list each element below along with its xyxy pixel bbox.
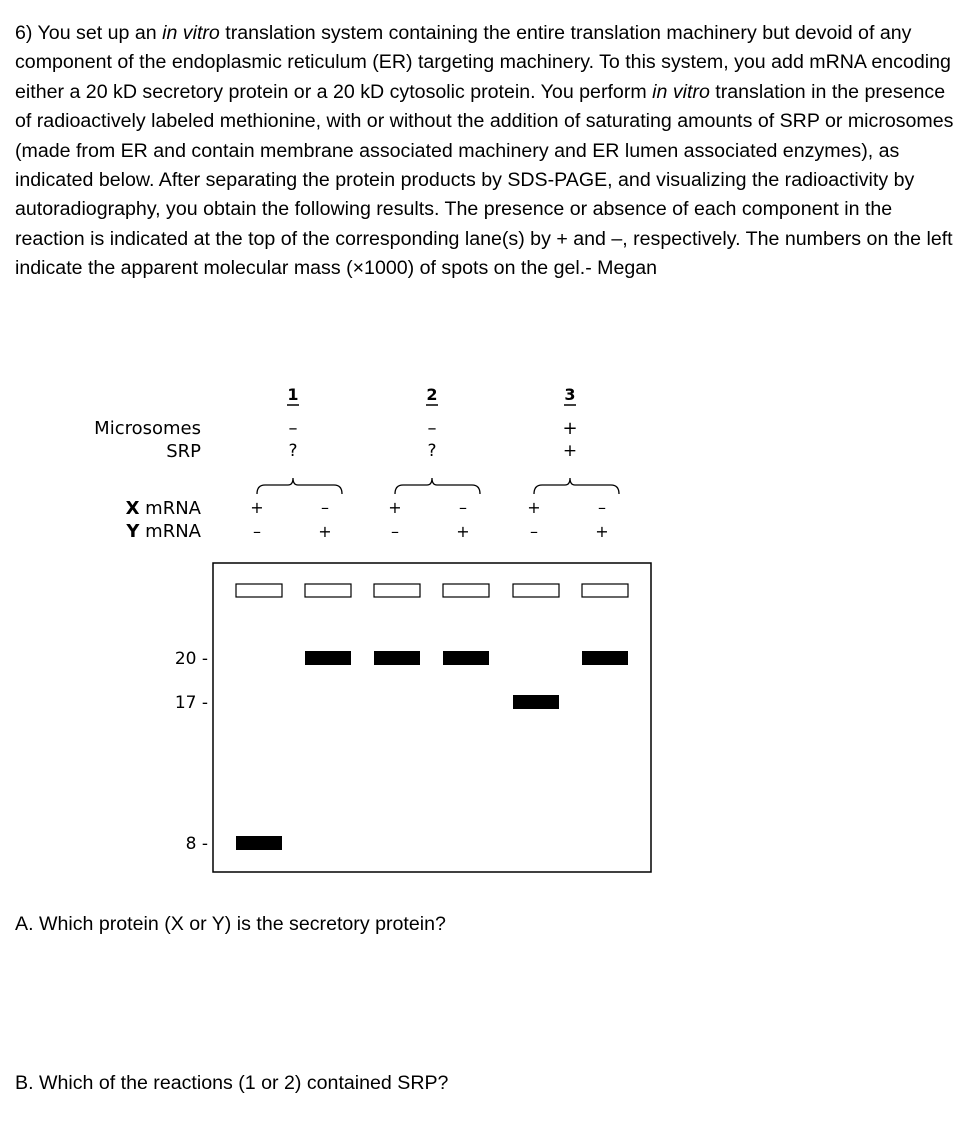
part-a-question: A. Which protein (X or Y) is the secretory protein?: [15, 913, 446, 935]
lane-6-band: [582, 651, 628, 665]
lane-5-band: [513, 695, 559, 709]
reaction-1-microsomes-sign: –: [288, 418, 298, 439]
lane-1-y-mrna-sign: –: [253, 522, 261, 541]
lane-mrna-signs: [250, 498, 608, 541]
lane-3-y-mrna-sign: –: [391, 522, 399, 541]
reaction-2-microsomes-sign: –: [427, 418, 437, 439]
lane-1-x-mrna-sign: +: [250, 498, 264, 517]
lane-4-x-mrna-sign: –: [459, 498, 467, 517]
reaction-headers: [257, 385, 619, 494]
question-italic-in-vitro-2: in vitro: [652, 80, 710, 103]
reaction-3-srp-sign: +: [562, 441, 578, 461]
lane-3-band: [374, 651, 420, 665]
lane-1-well: [236, 584, 282, 597]
lane-2-x-mrna-sign: –: [321, 498, 329, 517]
reaction-2-bracket: [395, 478, 480, 494]
label-x-mrna: [126, 498, 202, 519]
reaction-2-number: 2: [426, 385, 438, 404]
label-srp: SRP: [166, 441, 201, 462]
lane-6-x-mrna-sign: –: [598, 498, 606, 517]
label-y-mrna-letter: Y: [126, 521, 140, 542]
question-text-part-3: translation in the presence of radioactively labeled methionine, with or without the addition of saturating amounts of SRP or microsomes (made from ER and contain membrane associated machinery and ER lumen associated enzymes), as indicated below. After separating the protein products by SDS-PAGE, and visualizing the radioactivity by autoradiography, you obtain the following results. The presence or absence of each component in the reaction is indicated at the top of the corresponding lane(s) by + and –, respectively. The numbers on the left indicate the apparent molecular mass (×1000) of spots on the gel.- Megan: [15, 80, 954, 280]
marker-8-label: 8 -: [185, 834, 208, 854]
reaction-2-srp-sign: ?: [427, 441, 437, 461]
lane-2-band: [305, 651, 351, 665]
reaction-1-number: 1: [287, 385, 299, 404]
reaction-3-bracket: [534, 478, 619, 494]
lane-3-well: [374, 584, 420, 597]
label-y-mrna-suffix: mRNA: [139, 521, 201, 542]
question-number: 6): [15, 22, 33, 44]
marker-20-label: 20 -: [174, 649, 208, 669]
gel-figure-svg: [0, 370, 970, 890]
lane-1-band: [236, 836, 282, 850]
gel-figure: [0, 370, 970, 890]
question-italic-in-vitro-1: in vitro: [162, 22, 220, 44]
lane-5-x-mrna-sign: +: [527, 498, 541, 517]
lane-3-x-mrna-sign: +: [388, 498, 402, 517]
lane-5-y-mrna-sign: –: [530, 522, 538, 541]
label-microsomes: Microsomes: [94, 418, 201, 439]
label-x-mrna-suffix: mRNA: [139, 498, 201, 519]
lane-6-well: [582, 584, 628, 597]
question-6-text: [15, 19, 960, 284]
lane-2-y-mrna-sign: +: [318, 522, 332, 541]
part-b-question: B. Which of the reactions (1 or 2) contained SRP?: [15, 1072, 449, 1094]
lane-5-well: [513, 584, 559, 597]
reaction-1-srp-sign: ?: [288, 441, 298, 461]
lane-6-y-mrna-sign: +: [595, 522, 609, 541]
lane-4-y-mrna-sign: +: [456, 522, 470, 541]
lane-4-well: [443, 584, 489, 597]
question-text-part-1: You set up an: [37, 22, 163, 44]
marker-17-label: 17 -: [174, 693, 208, 713]
label-x-mrna-letter: X: [125, 498, 140, 519]
molecular-mass-markers: [175, 649, 208, 854]
reaction-3-number: 3: [564, 385, 576, 404]
lane-2-well: [305, 584, 351, 597]
reaction-3-microsomes-sign: +: [562, 418, 578, 439]
label-y-mrna: [125, 521, 201, 542]
lane-4-band: [443, 651, 489, 665]
question-text-part-2: translation system containing the entire translation machinery but devoid of any component of the endoplasmic reticulum (ER) targeting machinery. To this system, you add mRNA encoding either a 20 kD secretory protein or a 20 kD cytosolic protein. You perform: [15, 22, 951, 103]
gel-outline: [213, 563, 651, 872]
reaction-1-bracket: [257, 478, 342, 494]
